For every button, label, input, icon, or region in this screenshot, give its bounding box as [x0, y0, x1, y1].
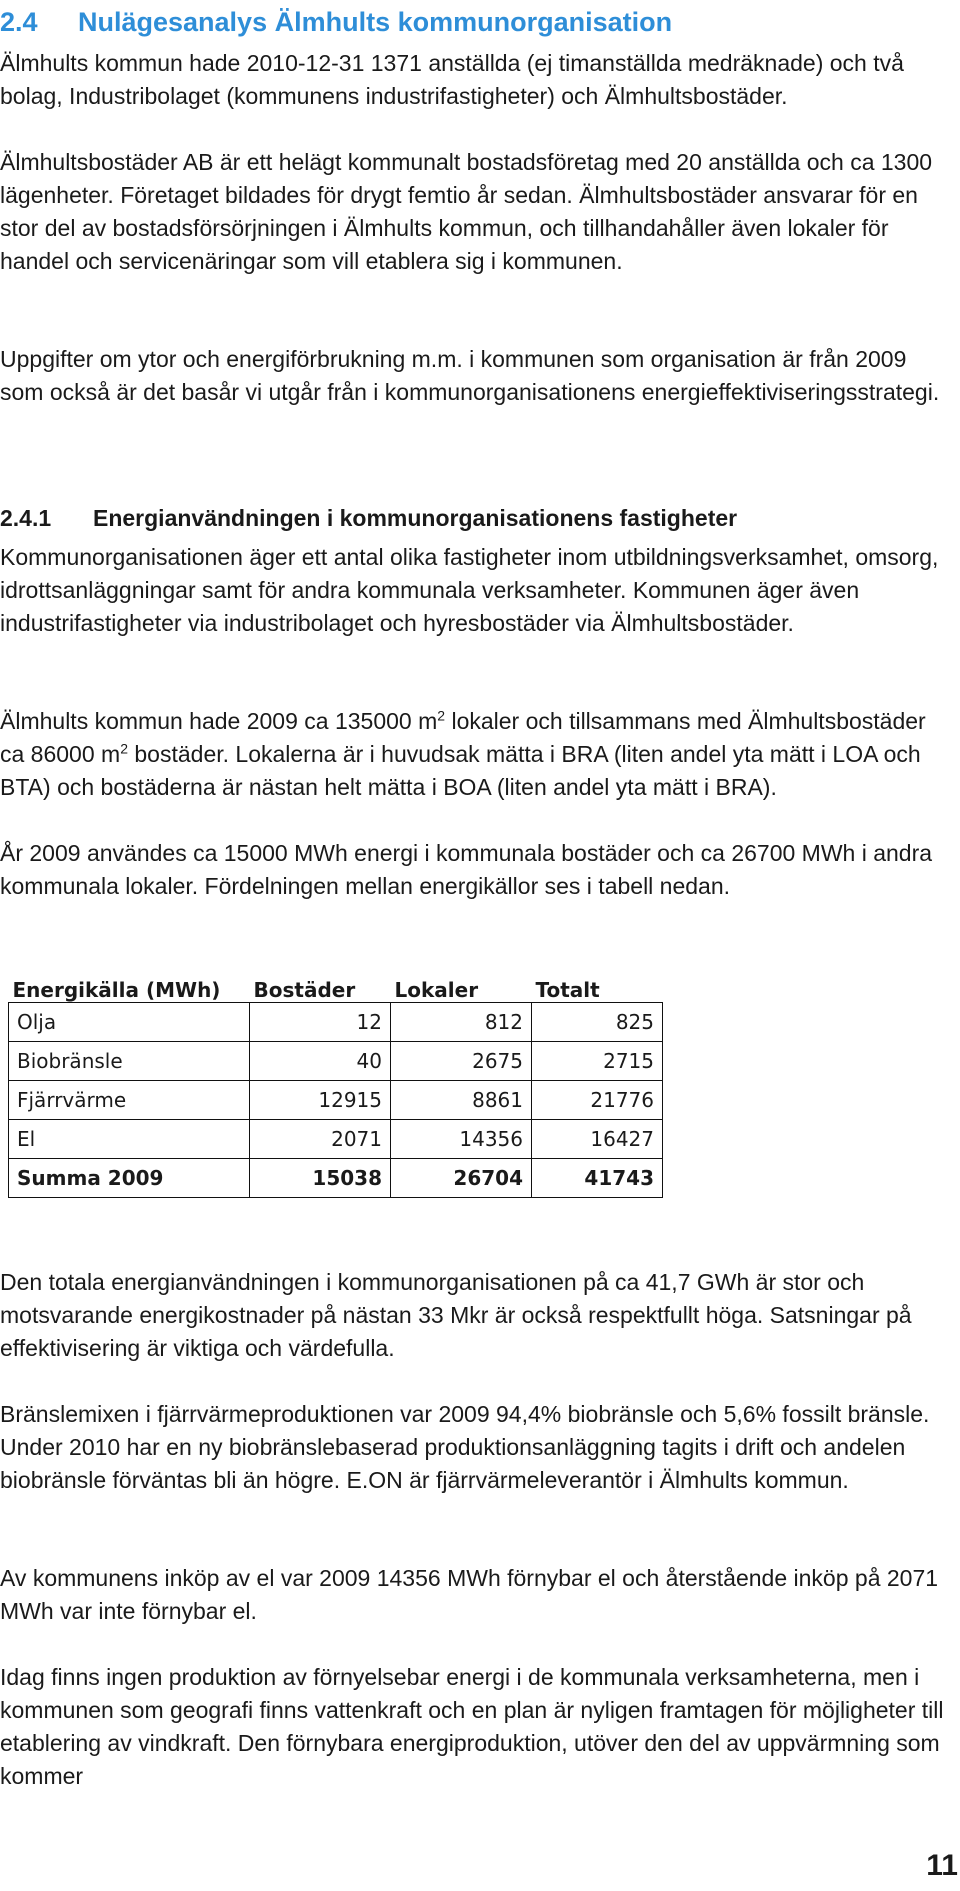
table-cell: 21776 [532, 1081, 663, 1120]
table-row [9, 1120, 663, 1159]
renewable-production-paragraph: Idag finns ingen produktion av förnyelsebar energi i de kommunala verksamheterna, men i kommunen som geografi finns vattenkraft och en plan är nyligen framtagen för möjligheter till etablering av vindkraft. Den förnybara energiproduktion, utöver den del av uppvärmning som kommer [0, 1664, 944, 1789]
table-sum-row [9, 1159, 663, 1198]
superscript-2: 2 [437, 707, 446, 724]
table-cell: Olja [9, 1003, 250, 1042]
table-header-row [9, 962, 663, 1003]
table-cell: Summa 2009 [9, 1159, 250, 1198]
table-cell: 8861 [391, 1081, 532, 1120]
energy-use-paragraph: År 2009 användes ca 15000 MWh energi i kommunala bostäder och ca 26700 MWh i andra kommunala lokaler. Fördelningen mellan energikällor ses i tabell nedan. [0, 840, 933, 899]
area-paragraph: Älmhults kommun hade 2009 ca 135000 $m^2$ lokaler och tillsammans med Älmhultsbostäder ca 86000 $m^2$ bostäder. Lokalerna är i huvudsak mätta i BRA (liten andel yta mätt i LOA och BTA) och bostäderna är nästan helt mätta i BOA (liten andel yta mätt i BRA). [0, 707, 926, 800]
table-cell: 16427 [532, 1120, 663, 1159]
table-cell: 12 [250, 1003, 391, 1042]
table-cell: 2071 [250, 1120, 391, 1159]
page-number: 11 [926, 1849, 958, 1882]
table-cell: 40 [250, 1042, 391, 1081]
fuel-mix-paragraph: Bränslemixen i fjärrvärmeproduktionen var 2009 94,4% biobränsle och 5,6% fossilt bränsle. Under 2010 har en ny biobränslebaserad produktionsanläggning tagits i drift och andelen biobränsle förväntas bli än högre. E.ON är fjärrvärmeleverantör i Älmhults kommun. [0, 1401, 930, 1493]
energy-source-table [8, 962, 663, 1198]
table-cell: 2675 [391, 1042, 532, 1081]
table-row [9, 1042, 663, 1081]
intro-paragraph: Älmhults kommun hade 2010-12-31 1371 anställda (ej timanställda medräknade) och två bolag, Industribolaget (kommunens industrifastigheter) och Älmhultsbostäder. [0, 50, 904, 109]
table-cell: 812 [391, 1003, 532, 1042]
table-header: Energikälla (MWh) [12, 978, 221, 1002]
table-cell: 825 [532, 1003, 663, 1042]
table-cell: 15038 [250, 1159, 391, 1198]
table-header: Totalt [535, 978, 600, 1002]
table-cell: Biobränsle [9, 1042, 250, 1081]
table-header: Bostäder [253, 978, 356, 1002]
subsection-heading [0, 499, 955, 537]
section-heading [0, 2, 955, 42]
data-source-paragraph: Uppgifter om ytor och energiförbrukning m.m. i kommunen som organisation är från 2009 som också är det basår vi utgår från i kommunorganisationens energieffektiviseringsstrategi. [0, 346, 940, 405]
table-cell: 14356 [391, 1120, 532, 1159]
electricity-paragraph: Av kommunens inköp av el var 2009 14356 MWh förnybar el och återstående inköp på 2071 MWh var inte förnybar el. [0, 1565, 939, 1624]
total-energy-paragraph: Den totala energianvändningen i kommunorganisationen på ca 41,7 GWh är stor och motsvarande energikostnader på nästan 33 Mkr är också respektfullt höga. Satsningar på effektivisering är viktiga och värdefulla. [0, 1269, 912, 1361]
table-cell: El [9, 1120, 250, 1159]
table-cell: 26704 [391, 1159, 532, 1198]
almhultsbostader-paragraph: Älmhultsbostäder AB är ett helägt kommunalt bostadsföretag med 20 anställda och ca 1300 lägenheter. Företaget bildades för drygt femtio år sedan. Älmhultsbostäder ansvarar för en stor del av bostadsförsörjningen i Älmhults kommun, och tillhandahåller även lokaler för handel och servicenäringar som vill etablera sig i kommunen. [0, 149, 933, 274]
superscript-2: 2 [120, 740, 128, 757]
subsection-number: 2.4.1 [0, 505, 52, 531]
table-row [9, 1081, 663, 1120]
properties-paragraph: Kommunorganisationen äger ett antal olika fastigheter inom utbildningsverksamhet, omsorg, idrottsanläggningar samt för andra kommunala verksamheter. Kommunen äger även industrifastigheter via industribolaget och hyresbostäder via Älmhultsbostäder. [0, 544, 939, 636]
section-number: 2.4 [0, 7, 38, 37]
subsection-title: Energianvändningen i kommunorganisationens fastigheter [93, 505, 738, 531]
table-cell: 12915 [250, 1081, 391, 1120]
table-header: Lokaler [394, 978, 479, 1002]
table-row [9, 1003, 663, 1042]
table-cell: Fjärrvärme [9, 1081, 250, 1120]
section-title: Nulägesanalys Älmhults kommunorganisation [78, 7, 673, 37]
table-cell: 2715 [532, 1042, 663, 1081]
table-cell: 41743 [532, 1159, 663, 1198]
